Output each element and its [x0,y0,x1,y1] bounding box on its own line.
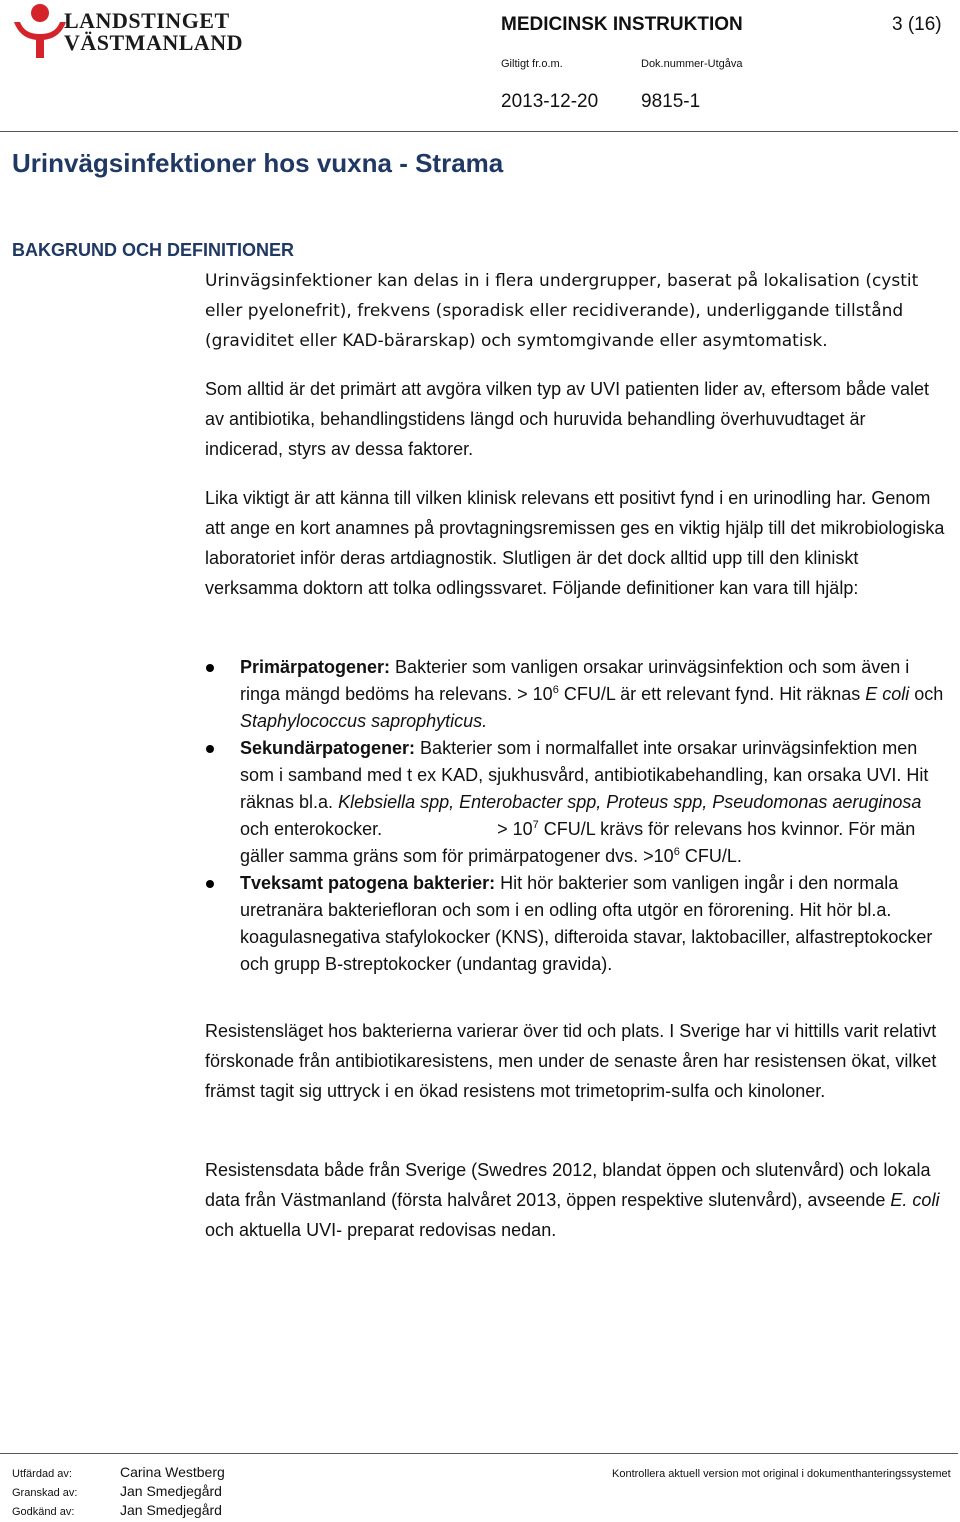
bullet-icon [206,880,214,888]
doc-number: 9815-1 [641,91,701,112]
page-title: Urinvägsinfektioner hos vuxna - Strama [12,148,504,178]
definition-text: och enterokocker. [240,819,383,839]
doc-number-label: Dok.nummer-Utgåva [641,58,743,70]
approved-by-name: Jan Smedjegård [120,1502,222,1518]
exponent: 6 [552,684,559,696]
definition-text: Hit hör bakterier som vanligen ingår i den normala uretranära bakteriefloran och som i en odling ofta utgör en förorening. Hit hör bl.a. koagulasnegativa stafylokocker (KNS), difteroida stavar, laktobaciller, alfastreptokocker och grupp B-streptokocker (undantag gravida). [240,873,933,974]
exponent: 6 [673,846,680,858]
section-heading: BAKGRUND OCH DEFINITIONER [12,240,294,260]
species-name: Staphylococcus saprophyticus. [240,711,488,731]
list-item [205,870,945,978]
definition-text: > 10 [497,819,533,839]
issued-by-label: Utfärdad av: [12,1468,72,1480]
page-number: 3 (16) [892,14,942,35]
clinical-relevance-paragraph: Lika viktigt är att känna till vilken klinisk relevans ett positivt fynd i en urinodling har. Genom att ange en kort anamnes på provtagningsremissen ges en viktig hjälp till det mikrobiologiska laboratoriet inför deras artdiagnostik. Slutligen är det dock alltid upp till den kliniskt verksamma doktorn att tolka odlingssvaret. Följande definitioner kan vara till hjälp: [205,488,945,598]
header-divider [0,131,958,132]
version-control-note: Kontrollera aktuell version mot original i dokumenthanteringssystemet [612,1468,951,1480]
exponent: 7 [532,819,539,831]
definition-text: och [909,684,944,704]
definition-text: Bakterier som vanligen orsakar urinvägsinfektion och som även i ringa mängd bedöms ha relevans. > 10 [240,657,910,704]
term-secondary-pathogens: Sekundärpatogener: [240,738,416,758]
landsting-person-logo-icon [10,2,70,60]
intro-paragraph: Urinvägsinfektioner kan delas in i flera undergrupper, baserat på lokalisation (cystit eller pyelonefrit), frekvens (sporadisk eller recidiverande), underliggande tillstånd (graviditet eller KAD-bärarskap) och symtomgivande eller asymtomatisk. [205,271,919,351]
approved-by-label: Godkänd av: [12,1506,75,1518]
paragraph-text: Resistensdata både från Sverige (Swedres 2012, blandat öppen och slutenvård) och lokala data från Västmanland (första halvåret 2013, öppen respektive slutenvård), avseende [205,1160,931,1210]
resistance-paragraph: Resistensläget hos bakterierna varierar över tid och plats. I Sverige har vi hittills varit relativt förskonade från antibiotikaresistens, men under de senaste åren har resistensen ökat, vilket främst tagit sig uttryck i en ökad resistens mot trimetoprim-sulfa och kinoloner. [205,1021,937,1101]
organization-name [64,10,243,54]
reviewed-by-name: Jan Smedjegård [120,1483,222,1499]
org-line-1: LANDSTINGET [64,8,230,33]
bullet-icon [206,664,214,672]
resistance-data-paragraph [205,1155,945,1245]
document-type: MEDICINSK INSTRUKTION [501,14,743,35]
list-item [205,735,945,870]
term-questionable-pathogens: Tveksamt patogena bakterier: [240,873,496,893]
valid-from-label: Giltigt fr.o.m. [501,58,563,70]
paragraph-text: och aktuella UVI- preparat redovisas nedan. [205,1220,557,1240]
definition-text: CFU/L är ett relevant fynd. Hit räknas [558,684,866,704]
definition-text: CFU/L. [679,846,742,866]
definitions-list [205,654,945,978]
definition-text: CFU/L krävs för relevans hos kvinnor. För män gäller samma gräns som för primärpatogener dvs. >10 [240,819,916,866]
org-line-2: VÄSTMANLAND [64,30,244,55]
list-item [205,654,945,735]
definition-text: Bakterier som i normalfallet inte orsakar urinvägsinfektion men som i samband med t ex KAD, sjukhusvård, antibiotikabehandling, kan orsaka UVI. Hit räknas bl.a. [240,738,929,812]
reviewed-by-label: Granskad av: [12,1487,78,1499]
species-name: E. coli [890,1190,940,1210]
term-primary-pathogens: Primärpatogener: [240,657,391,677]
footer-divider [0,1453,958,1454]
species-name: Klebsiella spp, Enterobacter spp, Proteus spp, Pseudomonas aeruginosa [338,792,922,812]
issued-by-name: Carina Westberg [120,1464,225,1480]
uvi-type-paragraph: Som alltid är det primärt att avgöra vilken typ av UVI patienten lider av, eftersom både valet av antibiotika, behandlingstidens längd och huruvida behandling överhuvudtaget är indicerad, styrs av dessa faktorer. [205,379,930,459]
species-name: E coli [865,684,910,704]
bullet-icon [206,745,214,753]
valid-from-date: 2013-12-20 [501,91,599,112]
